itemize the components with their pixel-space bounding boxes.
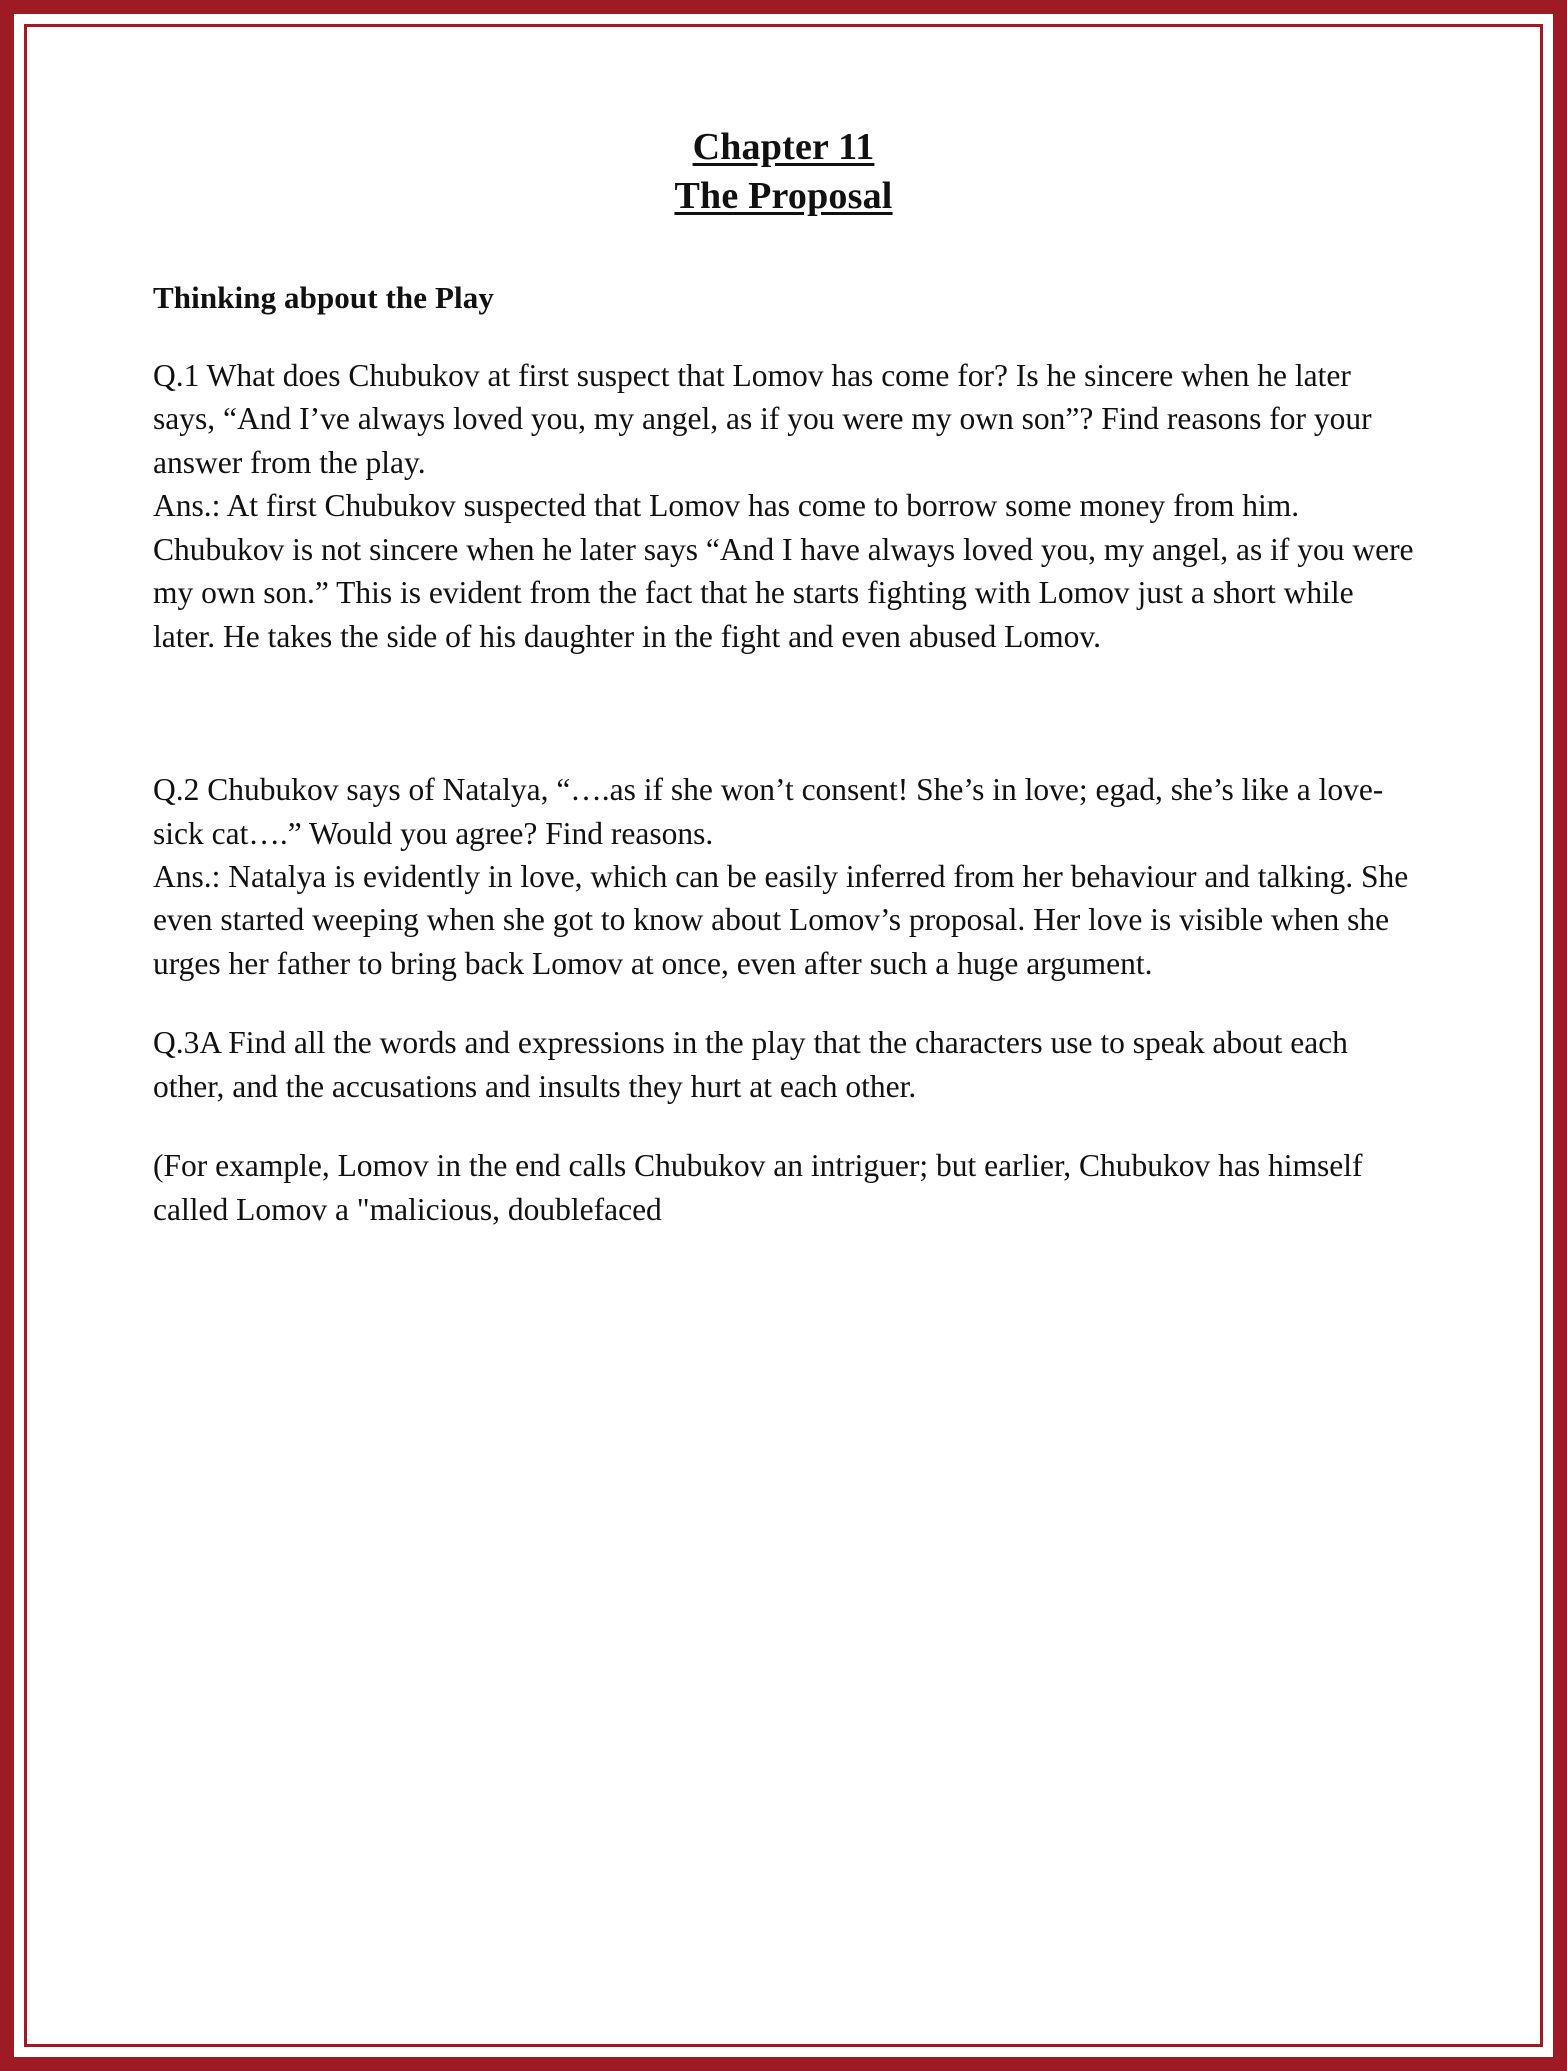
spacer-1 xyxy=(153,694,1414,768)
qa-block-3 xyxy=(153,1021,1414,1108)
question-text-2: Q.2 Chubukov says of Natalya, “….as if she won’t consent! She’s in love; egad, she’s like a love-sick cat….” Would you agree? Find reasons. xyxy=(153,772,1384,851)
answer-text-2: Ans.: Natalya is evidently in love, which can be easily inferred from her behaviour and talking. She even started weeping when she got to know about Lomov’s proposal. Her love is visible when she urges her father to bring back Lomov at once, even after such a huge argument. xyxy=(153,859,1409,981)
question-text-3: Q.3A Find all the words and expressions in the play that the characters use to speak about each other, and the accusations and insults they hurt at each other. xyxy=(153,1025,1348,1104)
chapter-title-line-1: Chapter 11 xyxy=(692,126,875,168)
question-text-1: Q.1 What does Chubukov at first suspect that Lomov has come for? Is he sincere when he later says, “And I’ve always loved you, my angel, as if you were my own son”? Find reasons for your answer from the play. xyxy=(153,357,1372,480)
closing-paragraph: (For example, Lomov in the end calls Chubukov an intriguer; but earlier, Chubukov has himself called Lomov a "malicious, doublefaced xyxy=(153,1148,1363,1227)
qa-block-2 xyxy=(153,768,1414,985)
chapter-title-line-2: The Proposal xyxy=(674,175,893,218)
answer-text-1: Ans.: At first Chubukov suspected that Lomov has come to borrow some money from him. Chubukov is not sincere when he later says “And I have always loved you, my angel, as if you were my own son.” This is evident from the fact that he starts fighting with Lomov just a short while later. He takes the side of his daughter in the fight and even abused Lomov. xyxy=(153,488,1414,654)
page-inner-frame xyxy=(24,24,1543,2047)
section-heading: Thinking abpout the Play xyxy=(153,279,494,315)
page-title xyxy=(153,123,1414,222)
qa-block-1 xyxy=(153,354,1414,658)
